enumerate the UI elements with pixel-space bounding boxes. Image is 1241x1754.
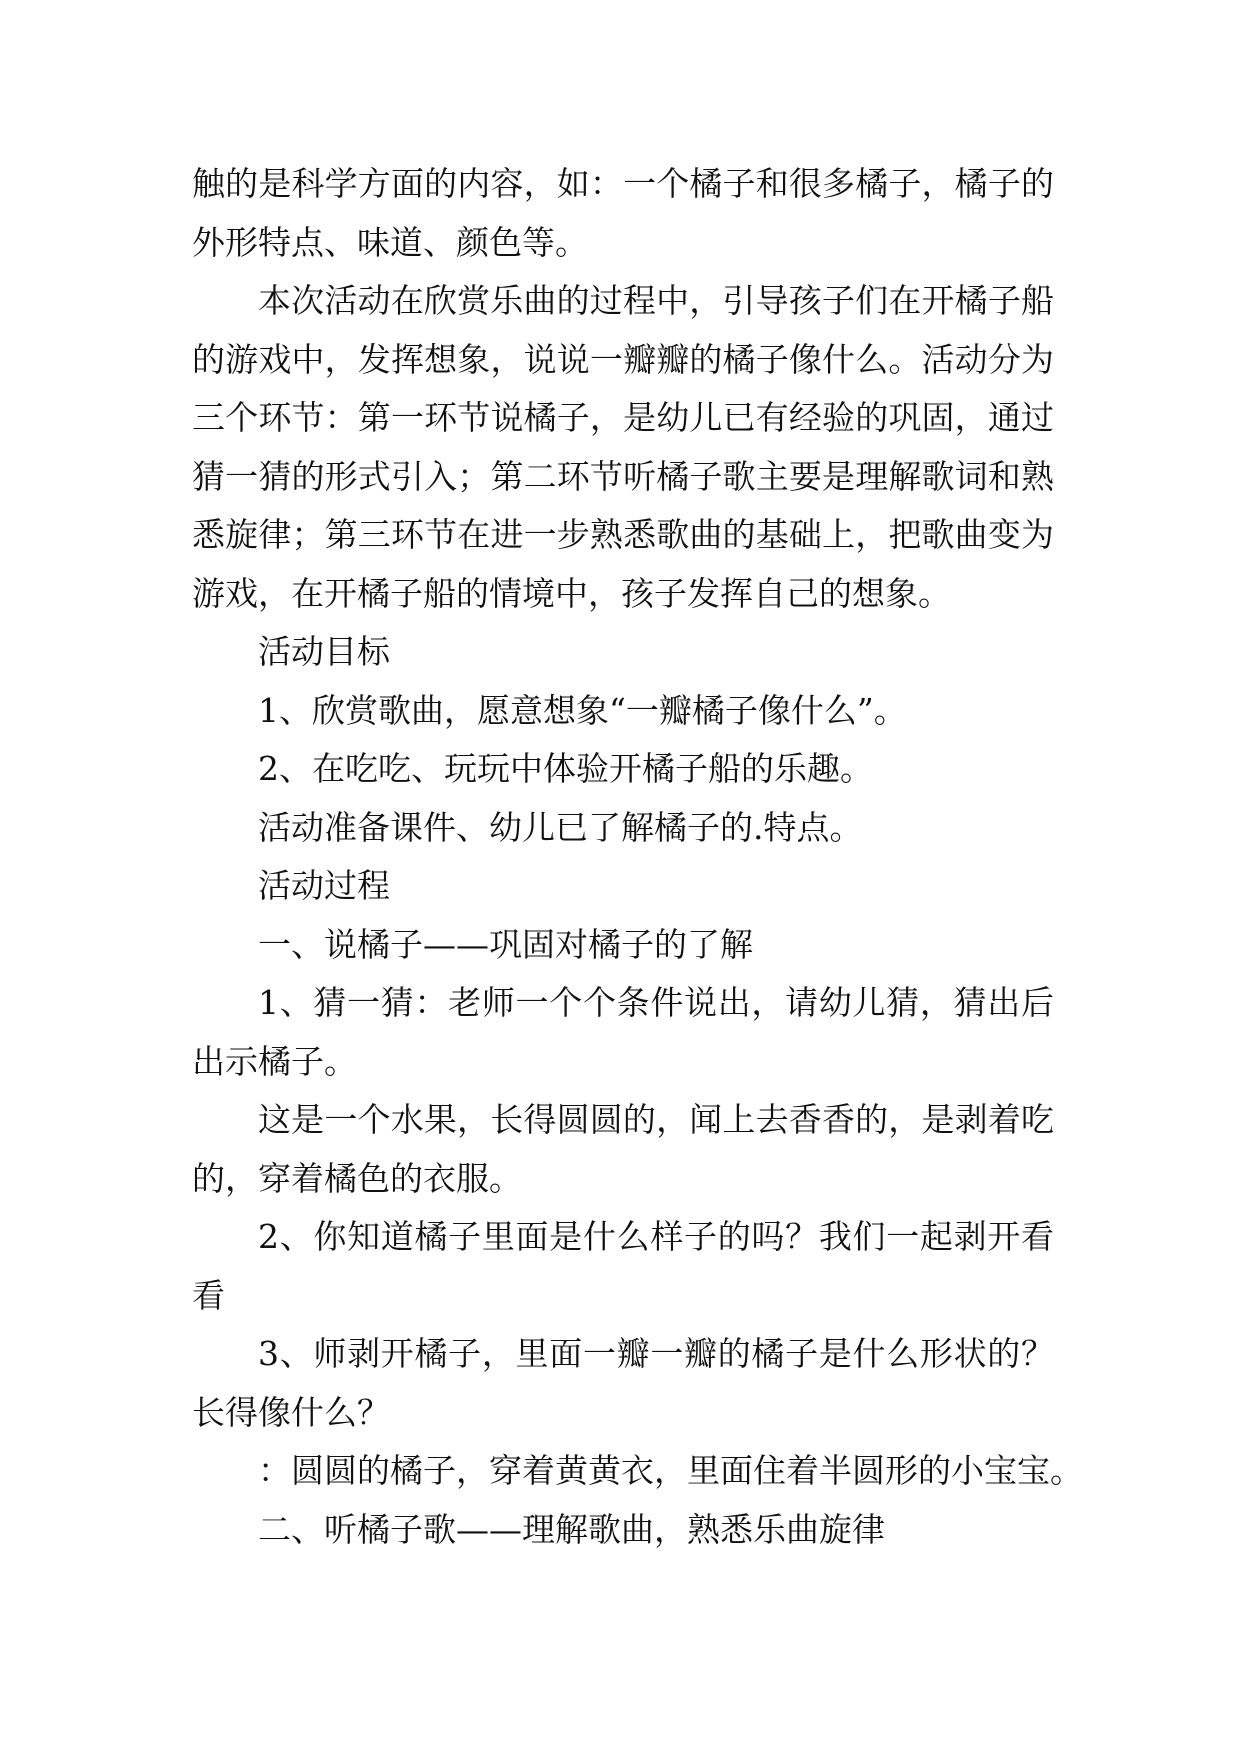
text-line: 活动过程: [258, 866, 390, 905]
text-line: 1、欣赏歌曲，愿意想象“一瓣橘子像什么”。: [258, 690, 907, 730]
text-line: 3、师剥开橘子，里面一瓣一瓣的橘子是什么形状的？: [258, 1334, 1054, 1373]
text-line: 三个环节：第一环节说橘子，是幼儿已有经验的巩固，通过: [192, 398, 1054, 437]
heading-activity-process: [192, 857, 1054, 916]
text-line: 猜一猜的形式引入；第二环节听橘子歌主要是理解歌词和熟: [192, 456, 1054, 496]
text-line: 长得像什么？: [192, 1392, 390, 1432]
step-1-guess: [192, 974, 1054, 1091]
goal-item-1: [192, 682, 1054, 741]
document-body: [192, 155, 1083, 1559]
text-line: 本次活动在欣赏乐曲的过程中，引导孩子们在开橘子船: [258, 281, 1054, 320]
text-line: 活动目标: [258, 632, 390, 671]
text-line: 出示橘子。: [192, 1041, 357, 1081]
step-2-question: [192, 1208, 1054, 1325]
section-heading-2: [192, 1501, 1054, 1560]
riddle-answer: [192, 1442, 1083, 1501]
paragraph-activity-overview: [192, 272, 1054, 623]
text-line: 悉旋律；第三环节在进一步熟悉歌曲的基础上，把歌曲变为: [192, 515, 1054, 554]
heading-activity-goals: [192, 623, 1054, 682]
text-line: 1、猜一猜：老师一个个条件说出，请幼儿猜，猜出后: [258, 983, 1054, 1022]
activity-preparation: [192, 799, 1054, 858]
text-line: 的游戏中，发挥想象，说说一瓣瓣的橘子像什么。活动分为: [192, 339, 1054, 379]
paragraph-content-continued: [192, 155, 1054, 272]
riddle-text: [192, 1091, 1054, 1208]
text-line: 游戏，在开橘子船的情境中，孩子发挥自己的想象。: [192, 573, 951, 613]
text-line: 触的是科学方面的内容，如：一个橘子和很多橘子，橘子的: [192, 164, 1054, 203]
section-heading-1: [192, 916, 1054, 975]
text-line: 一、说橘子——巩固对橘子的了解: [258, 924, 753, 964]
text-line: 这是一个水果，长得圆圆的，闻上去香香的，是剥着吃: [258, 1100, 1054, 1139]
text-line: 看: [192, 1275, 225, 1315]
text-line: 2、在吃吃、玩玩中体验开橘子船的乐趣。: [258, 749, 873, 788]
text-line: 2、你知道橘子里面是什么样子的吗？我们一起剥开看: [258, 1217, 1054, 1256]
text-line: 的，穿着橘色的衣服。: [192, 1158, 522, 1198]
goal-item-2: [192, 740, 1054, 799]
text-line: 二、听橘子歌——理解歌曲，熟悉乐曲旋律: [258, 1509, 885, 1549]
text-line: ：圆圆的橘子，穿着黄黄衣，里面住着半圆形的小宝宝。: [258, 1451, 1083, 1490]
step-3-peel: [192, 1325, 1054, 1442]
text-line: 外形特点、味道、颜色等。: [192, 222, 588, 262]
text-line: 活动准备课件、幼儿已了解橘子的.特点。: [258, 807, 863, 847]
